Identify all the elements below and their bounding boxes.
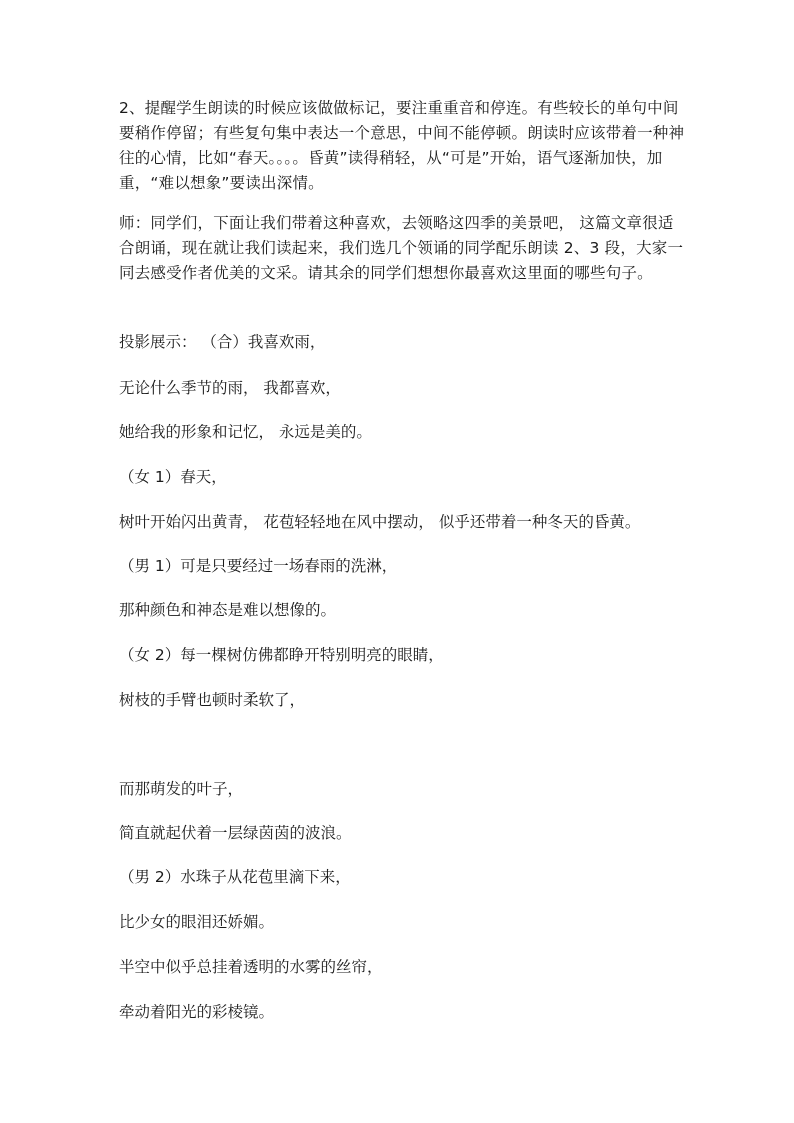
text-line: 树叶开始闪出黄青， 花苞轻轻地在风中摆动， 似乎还带着一种冬天的昏黄。 (119, 513, 641, 531)
text-line: 无论什么季节的雨， 我都喜欢， (119, 379, 341, 397)
text-line: 比少女的眼泪还娇媚。 (119, 913, 275, 931)
text-line: 半空中似乎总挂着透明的水雾的丝帘， (119, 958, 383, 976)
paragraph-reading-tips: 2、提醒学生朗读的时候应该做做标记，要注重重音和停连。有些较长的单句中间要稍作停留；有些复句集中表达一个意思，中间不能停顿。朗读时应该带着一种神往的心情，比如“春天。。。。昏黄”读得稍轻，从“可是”开始，语气逐渐加快，加重，“难以想象”要读出深情。 (119, 99, 685, 192)
text-line: 树枝的手臂也顿时柔软了， (119, 691, 306, 709)
text-line: 投影展示： （合）我喜欢雨， (119, 333, 326, 351)
paragraph-teacher-intro: 师：同学们，下面让我们带着这种喜欢，去领略这四季的美景吧， 这篇文章很适合朗诵，现在就让我们读起来，我们选几个领诵的同学配乐朗读 2、3 段，大家一同去感受作者优美的文采。请其余的同学们想想你最喜欢这里面的哪些句子。 (119, 214, 684, 282)
text-line: （女 2）每一棵树仿佛都睁开特别明亮的眼睛， (119, 646, 444, 664)
text-line: 那种颜色和神态是难以想像的。 (119, 601, 337, 619)
text-line: （男 2）水珠子从花苞里滴下来， (119, 868, 351, 886)
text-line: 简直就起伏着一层绿茵茵的波浪。 (119, 824, 352, 842)
text-line: 而那萌发的叶子， (119, 780, 244, 798)
text-line: （男 1）可是只要经过一场春雨的洗淋， (119, 557, 398, 575)
text-line: （女 1）春天， (119, 468, 227, 486)
text-line: 牵动着阳光的彩棱镜。 (119, 1003, 275, 1021)
text-line: 她给我的形象和记忆， 永远是美的。 (119, 423, 372, 441)
